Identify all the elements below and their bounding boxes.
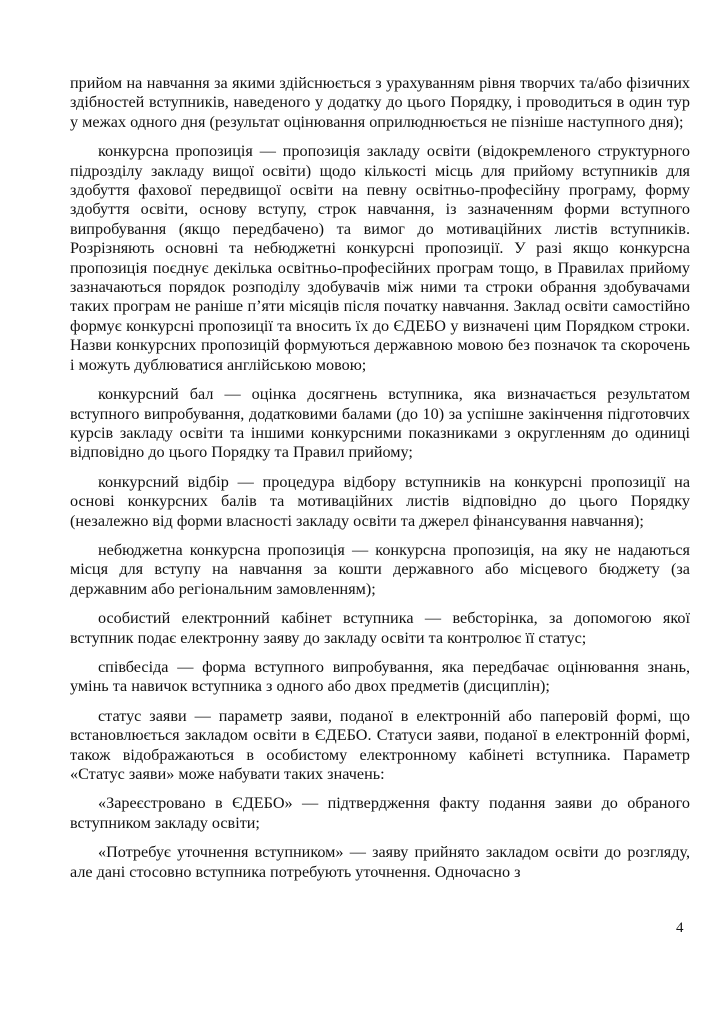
paragraph-personal-cabinet: особистий електронний кабінет вступника — вебсторінка, за допомогою якої вступник подає електронну заяву до закладу освіти та контролює її статус;	[70, 609, 690, 647]
page-number: 4	[676, 920, 684, 936]
paragraph-status-needs-clarification: «Потребує уточнення вступником» — заяву прийнято закладом освіти до розгляду, але дані стосовно вступника потребують уточнення. Одночасно з	[70, 843, 690, 881]
paragraph-non-budget-offer: небюджетна конкурсна пропозиція — конкурсна пропозиція, на яку не надаються місця для вступу на навчання за кошти державного або місцевого бюджету (за державним або регіональним замовленням);	[70, 540, 690, 598]
paragraph-creative-abilities: прийом на навчання за якими здійснюється з урахуванням рівня творчих та/або фізичних здібностей вступників, наведеного у додатку до цього Порядку, і проводиться в один тур у межах одного дня (результат оцінювання оприлюднюється не пізніше наступного дня);	[70, 74, 690, 131]
paragraph-interview: співбесіда — форма вступного випробування, яка передбачає оцінювання знань, умінь та навичок вступника з одного або двох предметів (дисциплін);	[70, 657, 690, 696]
paragraph-competitive-selection: конкурсний відбір — процедура відбору вступників на конкурсні пропозиції на основі конкурсних балів та мотиваційних листів відповідно до цього Порядку (незалежно від форми власності закладу освіти та джерел фінансування навчання);	[70, 472, 690, 530]
paragraph-competitive-offer: конкурсна пропозиція — пропозиція закладу освіти (відокремленого структурного підрозділу закладу вищої освіти) щодо кількості місць для прийому вступників для здобуття фахової передвищої освіти на певну освітньо-професійну програму, форму здобуття освіти, основу вступу, строк навчання, із зазначенням форми вступного випробування (якщо передбачено) та вимог до мотиваційних листів вступників. Розрізняють основні та небюджетні конкурсні пропозиції. У разі якщо конкурсна пропозиція поєднує декілька освітньо-професійних програм тощо, в Правилах прийому зазначаються порядок розподілу здобувачів між ними та строки обрання здобувачами таких програм не раніше п’яти місяців після початку навчання. Заклад освіти самостійно формує конкурсні пропозиції та вносить їх до ЄДЕБО у визначені цим Порядком строки. Назви конкурсних пропозицій формуються державною мовою без позначок та скорочень і можуть дублюватися англійською мовою;	[70, 142, 690, 374]
paragraph-competitive-score: конкурсний бал — оцінка досягнень вступника, яка визначається результатом вступного випробування, додатковими балами (до 10) за успішне закінчення підготовчих курсів закладу освіти та іншими конкурсними показниками з округленням до одиниці відповідно до цього Порядку та Правил прийому;	[70, 385, 690, 462]
paragraph-status-registered: «Зареєстровано в ЄДЕБО» — підтвердження факту подання заяви до обраного вступником закладу освіти;	[70, 794, 690, 832]
document-body	[70, 74, 690, 892]
paragraph-application-status: статус заяви — параметр заяви, поданої в електронній або паперовій формі, що встановлюється закладом освіти в ЄДЕБО. Статуси заяви, поданої в електронній формі, також відображаються в особистому електронному кабінеті вступника. Параметр «Статус заяви» може набувати таких значень:	[70, 706, 690, 783]
